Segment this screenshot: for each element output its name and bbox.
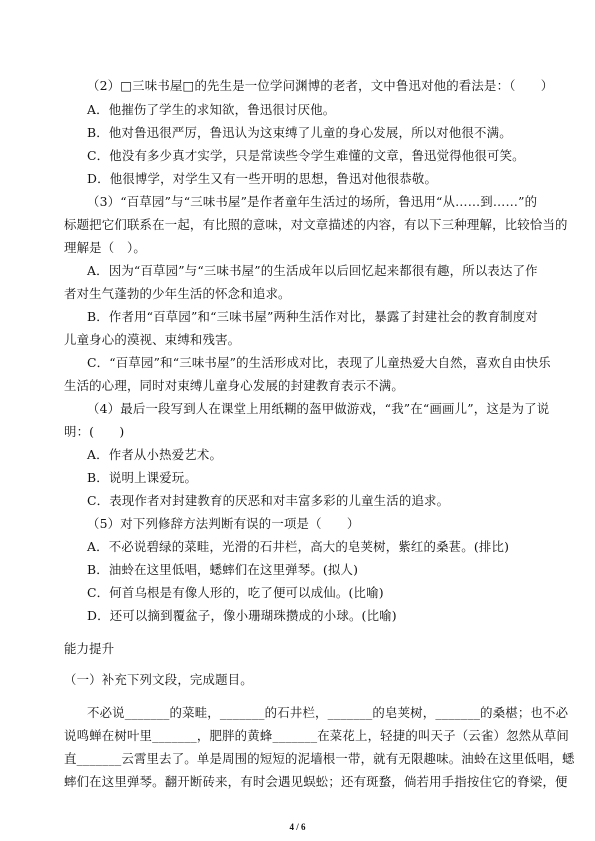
question-4-option-a: A．作者从小热爱艺术。 bbox=[87, 447, 223, 462]
question-3-stem-line-1: （3）“百草园”与“三味书屋”是作者童年生活过的场所，鲁迅用“从……到……”的 bbox=[87, 194, 538, 209]
question-2-option-d: D．他很博学，对学生又有一些开明的思想，鲁迅对他很恭敬。 bbox=[87, 171, 438, 186]
question-5-option-d: D．还可以摘到覆盆子，像小珊瑚珠攒成的小球。(比喻) bbox=[87, 608, 397, 623]
question-4-stem-line-1: （4）最后一段写到人在课堂上用纸糊的盔甲做游戏，“我”在“画画儿”，这是为了说 bbox=[87, 401, 550, 416]
question-3-option-c-line-1: C．“百草园”和“三味书屋”的生活形成对比，表现了儿童热爱大自然，喜欢自由快乐 bbox=[87, 355, 551, 370]
question-2-stem: （2）□三味书屋□的先生是一位学问渊博的老者，文中鲁迅对他的看法是：（ ） bbox=[87, 78, 554, 93]
subsection-instruction: （一）补充下列文段，完成题目。 bbox=[64, 672, 253, 687]
passage-line-4: 蟀们在这里弹琴。翻开断砖来，有时会遇见蜈蚣；还有斑蝥，倘若用手指按住它的脊梁，便 bbox=[64, 774, 568, 789]
section-heading: 能力提升 bbox=[64, 641, 115, 656]
question-2-option-b: B．他对鲁迅很严厉，鲁迅认为这束缚了儿童的身心发展，所以对他很不满。 bbox=[87, 125, 512, 140]
question-3-option-b-line-1: B．作者用“百草园”和“三味书屋”两种生活作对比，暴露了封建社会的教育制度对 bbox=[87, 309, 538, 324]
passage-line-2: 说鸣蝉在树叶里_______，肥胖的黄蜂_______在菜花上，轻捷的叫天子（云雀）忽然从草间 bbox=[64, 728, 570, 743]
question-5-stem: （5）对下列修辞方法判断有误的一项是（ ） bbox=[87, 516, 360, 531]
question-4-stem-line-2: 明：( ) bbox=[64, 424, 125, 439]
question-3-option-c-line-2: 生活的心理，同时对束缚儿童身心发展的封建教育表示不满。 bbox=[64, 378, 404, 393]
question-5-option-c: C．何首乌根是有像人形的，吃了便可以成仙。(比喻) bbox=[87, 585, 384, 600]
question-4-option-b: B．说明上课爱玩。 bbox=[87, 470, 198, 485]
passage-line-1: 不必说_______的菜畦，_______的石井栏，_______的皂荚树，_______的桑椹；也不必 bbox=[87, 705, 569, 720]
question-4-option-c: C．表现作者对封建教育的厌恶和对丰富多彩的儿童生活的追求。 bbox=[87, 493, 450, 508]
passage-line-3: 直_______云霄里去了。单是周围的短短的泥墙根一带，就有无限趣味。油蛉在这里低唱，蟋 bbox=[64, 751, 575, 766]
question-3-option-b-line-2: 儿童身心的漠视、束缚和残害。 bbox=[64, 332, 241, 347]
question-3-stem-line-2: 标题把它们联系在一起，有比照的意味，对文章描述的内容，有以下三种理解，比较恰当的 bbox=[64, 217, 568, 232]
question-5-option-a: A．不必说碧绿的菜畦，光滑的石井栏，高大的皂荚树，紫红的桑葚。(排比) bbox=[87, 539, 510, 554]
question-2-option-c: C．他没有多少真才实学，只是常读些令学生难懂的文章，鲁迅觉得他很可笑。 bbox=[87, 148, 525, 163]
question-3-option-a-line-2: 者对生气蓬勃的少年生活的怀念和追求。 bbox=[64, 286, 291, 301]
question-3-option-a-line-1: A．因为“百草园”与“三味书屋”的生活成年以后回忆起来都很有趣，所以表达了作 bbox=[87, 263, 538, 278]
page-number: 4 / 6 bbox=[289, 822, 306, 832]
question-3-stem-line-3: 理解是（ ）。 bbox=[64, 240, 146, 255]
question-5-option-b: B．油蛉在这里低唱，蟋蟀们在这里弹琴。(拟人) bbox=[87, 562, 359, 577]
question-2-option-a: A．他摧伤了学生的求知欲，鲁迅很讨厌他。 bbox=[87, 102, 336, 117]
